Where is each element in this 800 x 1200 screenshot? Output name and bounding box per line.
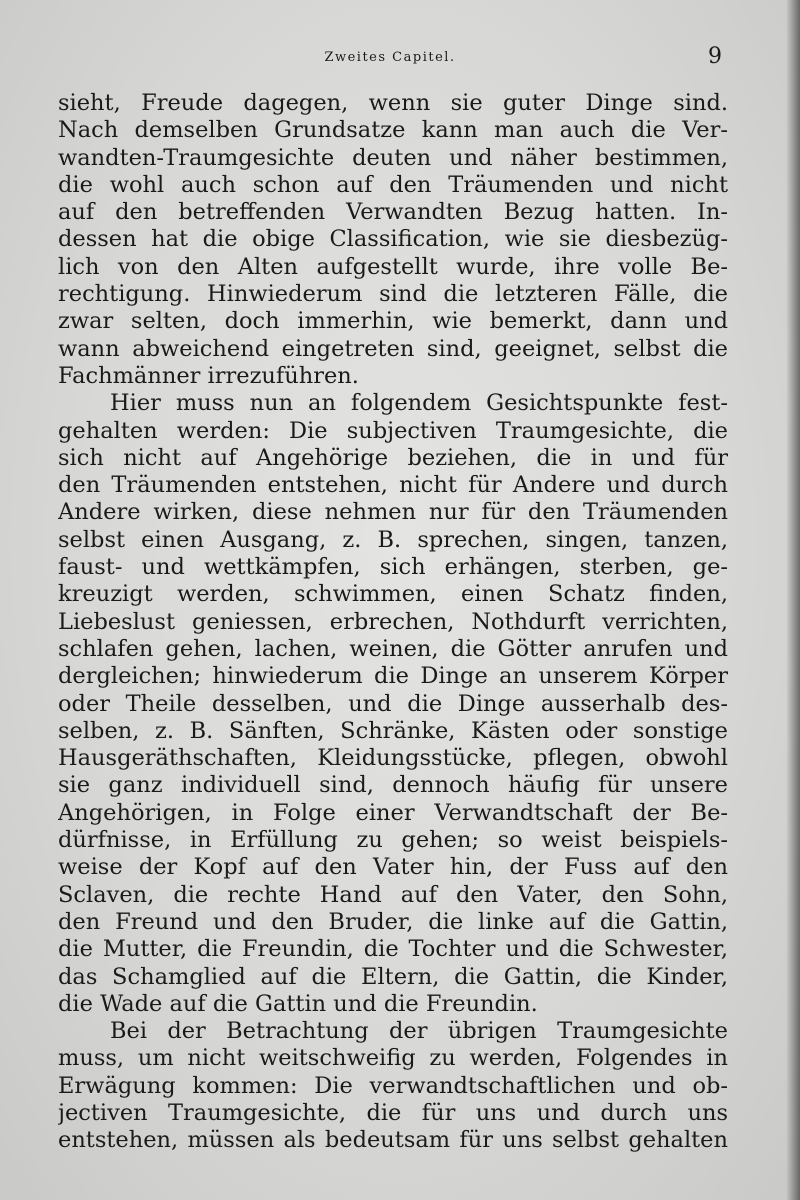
paragraph-start-line: Bei der Betrachtung der übrigen Traumgesichte [110, 1018, 728, 1045]
page-number: 9 [708, 44, 722, 69]
running-head [0, 44, 800, 72]
text-line: weise der Kopf auf den Vater hin, der Fuss auf den [58, 854, 728, 881]
text-line: Liebeslust geniessen, erbrechen, Nothdurft verrichten, [58, 608, 728, 635]
text-line: selbst einen Ausgang, z. B. sprechen, singen, tanzen, [58, 526, 728, 553]
text-line: muss, um nicht weitschweifig zu werden, Folgendes in [58, 1045, 728, 1072]
body-text [58, 90, 728, 1155]
text-line: selben, z. B. Sänften, Schränke, Kästen oder sonstige [58, 717, 728, 744]
text-line: Nach demselben Grundsatze kann man auch die Ver- [58, 117, 728, 144]
text-line: auf den betreffenden Verwandten Bezug hatten. In- [58, 199, 728, 226]
text-line: sie ganz individuell sind, dennoch häufig für unsere [58, 772, 728, 799]
text-line: jectiven Traumgesichte, die für uns und durch uns [58, 1099, 728, 1126]
text-line: Erwägung kommen: Die verwandtschaftlichen und ob- [58, 1072, 728, 1099]
text-line: oder Theile desselben, und die Dinge ausserhalb des- [58, 690, 728, 717]
text-line: dergleichen; hinwiederum die Dinge an unserem Körper [58, 663, 728, 690]
text-line: wann abweichend eingetreten sind, geeignet, selbst die [58, 335, 728, 362]
paragraph-end-line: Fachmänner irrezuführen. [58, 362, 359, 389]
paragraph-start-line: Hier muss nun an folgendem Gesichtspunkte fest- [110, 390, 728, 417]
text-line: schlafen gehen, lachen, weinen, die Götter anrufen und [58, 635, 728, 662]
text-line: Sclaven, die rechte Hand auf den Vater, den Sohn, [58, 881, 728, 908]
text-line: dürfnisse, in Erfüllung zu gehen; so weist beispiels- [58, 827, 728, 854]
running-title: Zweites Capitel. [324, 50, 456, 65]
text-line: entstehen, müssen als bedeutsam für uns selbst gehalten [58, 1127, 728, 1154]
text-line: gehalten werden: Die subjectiven Traumgesichte, die [58, 417, 728, 444]
text-line: rechtigung. Hinwiederum sind die letzteren Fälle, die [58, 281, 728, 308]
text-line: lich von den Alten aufgestellt wurde, ihre volle Be- [58, 253, 728, 280]
text-line: das Schamglied auf die Eltern, die Gattin, die Kinder, [58, 963, 728, 990]
text-line: kreuzigt werden, schwimmen, einen Schatz finden, [58, 581, 728, 608]
text-line: Angehörigen, in Folge einer Verwandtschaft der Be- [58, 799, 728, 826]
text-line: die Mutter, die Freundin, die Tochter und die Schwester, [58, 936, 728, 963]
text-line: faust- und wettkämpfen, sich erhängen, sterben, ge- [58, 554, 728, 581]
text-line: den Freund und den Bruder, die linke auf die Gattin, [58, 908, 728, 935]
text-line: Hausgeräthschaften, Kleidungsstücke, pflegen, obwohl [58, 745, 728, 772]
text-line: die wohl auch schon auf den Träumenden und nicht [58, 171, 728, 198]
text-line: wandten-Traumgesichte deuten und näher bestimmen, [58, 144, 728, 171]
text-line: den Träumenden entstehen, nicht für Andere und durch [58, 472, 728, 499]
text-line: sieht, Freude dagegen, wenn sie guter Dinge sind. [58, 90, 728, 116]
paragraph-end-line: die Wade auf die Gattin und die Freundin. [58, 990, 538, 1017]
text-line: dessen hat die obige Classification, wie sie diesbezüg- [58, 226, 728, 253]
text-line: sich nicht auf Angehörige beziehen, die in und für [58, 444, 728, 471]
text-line: zwar selten, doch immerhin, wie bemerkt, dann und [58, 308, 728, 335]
text-line: Andere wirken, diese nehmen nur für den Träumenden [58, 499, 728, 526]
